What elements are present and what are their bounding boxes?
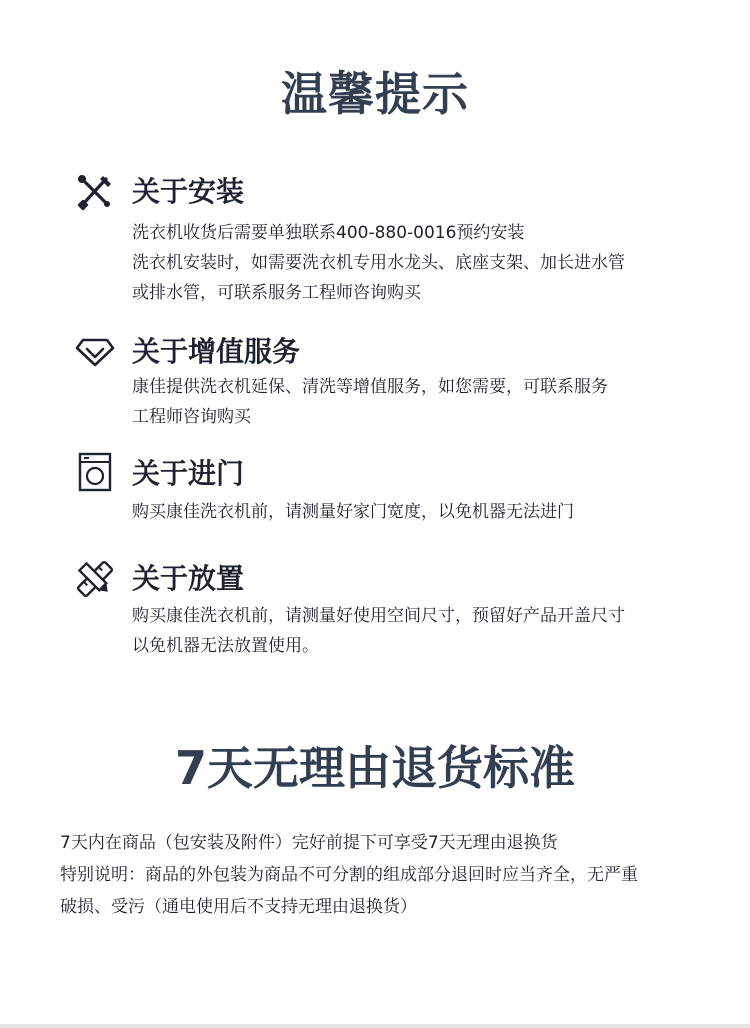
policy-line: 7天内在商品（包安装及附件）完好前提下可享受7天无理由退换货	[60, 833, 558, 853]
section-body	[132, 218, 625, 308]
body-line: 工程师咨询购买	[132, 407, 251, 427]
section-heading: 关于放置	[132, 562, 245, 595]
body-line: 购买康佳洗衣机前，请测量好使用空间尺寸，预留好产品开盖尺寸	[132, 606, 625, 626]
washing-machine-icon	[75, 452, 115, 492]
policy-text	[60, 827, 720, 923]
policy-title: 7天无理由退货标准	[174, 741, 575, 795]
section-body	[132, 372, 608, 432]
page-title: 温馨提示	[281, 67, 469, 121]
bottom-divider	[0, 1024, 750, 1028]
policy-line: 破损、受污（通电使用后不支持无理由退换货）	[60, 897, 417, 917]
tools-icon	[75, 172, 115, 212]
body-line: 以免机器无法放置使用。	[132, 636, 319, 656]
section-body	[132, 497, 574, 527]
diamond-icon	[75, 330, 115, 370]
section-heading: 关于安装	[132, 175, 245, 208]
ruler-pencil-icon	[75, 559, 115, 599]
section-heading: 关于增值服务	[132, 335, 301, 368]
body-line: 购买康佳洗衣机前，请测量好家门宽度，以免机器无法进门	[132, 502, 574, 522]
body-line: 洗衣机安装时，如需要洗衣机专用水龙头、底座支架、加长进水管	[132, 253, 625, 273]
body-line: 洗衣机收货后需要单独联系400-880-0016预约安装	[132, 223, 525, 243]
body-line: 康佳提供洗衣机延保、清洗等增值服务，如您需要，可联系服务	[132, 377, 608, 397]
section-heading: 关于进门	[132, 457, 245, 490]
policy-line: 特别说明：商品的外包装为商品不可分割的组成部分退回时应当齐全，无严重	[60, 865, 638, 885]
body-line: 或排水管，可联系服务工程师咨询购买	[132, 283, 421, 303]
section-body	[132, 601, 625, 661]
